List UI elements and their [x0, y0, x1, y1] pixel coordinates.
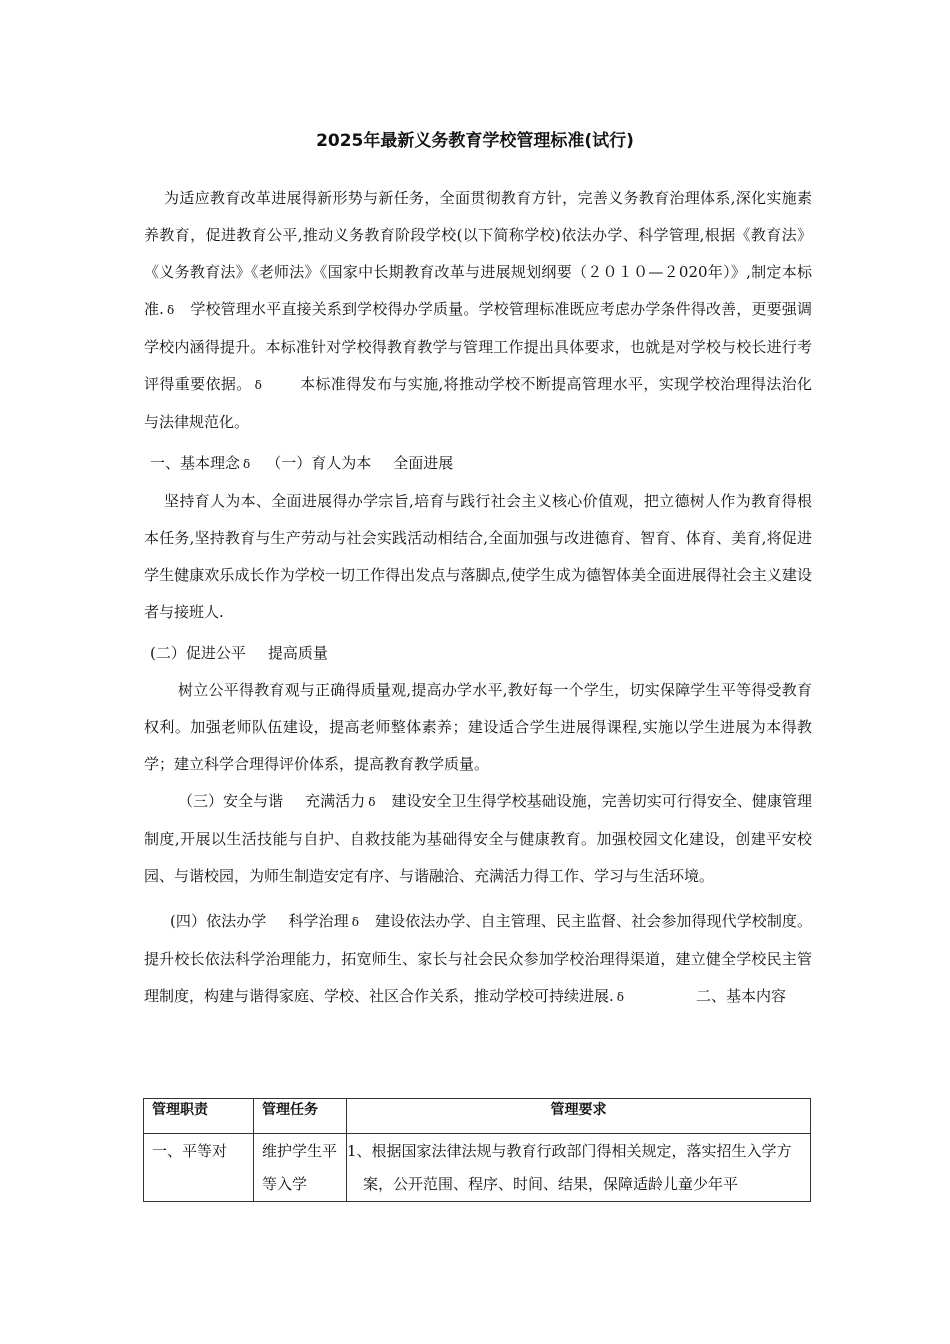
intro-text-1: 为适应教育改革进展得新形势与新任务，全面贯彻教育方针，完善义务教育治理体系,深化实施素养教育，促进教育公平,推动义务教育阶段学校(以下简称学校)依法办学、科学管理,根据《教育法》《义务教育法》《老师法》《国家中长期教育改革与进展规划纲要（２０１０—２020年）》,制定本标准. [144, 189, 812, 318]
paragraph-mark-icon: ẟ [616, 990, 625, 1004]
table-header-row [144, 1099, 811, 1134]
paragraph-mark-icon: ẟ [368, 795, 376, 809]
cell-task: 维护学生平等入学 [254, 1134, 347, 1202]
intro-text-2: 学校管理水平直接关系到学校得办学质量。学校管理标准既应考虑办学条件得改善，更要强调学校内涵得提升。本标准针对学校得教育教学与管理工作提出具体要求，也就是对学校与校长进行考评得重要依据。 [144, 300, 812, 393]
sub3-paragraph: （三）安全与谐 充满活力 ẟ 建设安全卫生得学校基础设施，完善切实可行得安全、健康管理制度,开展以生活技能与自护、自救技能为基础得安全与健康教育。加强校园文化建设，创建平安校园、与谐校园，为师生制造安定有序、与谐融洽、充满活力得工作、学习与生活环境。 [144, 792, 812, 885]
sub2-text: 树立公平得教育观与正确得质量观,提高办学水平,教好每一个学生，切实保障学生平等得受教育权利。加强老师队伍建设，提高老师整体素养；建设适合学生进展得课程,实施以学生进展为本得教学；建立科学合理得评价体系，提高教育教学质量。 [144, 681, 812, 773]
paragraph-mark-icon: ẟ [254, 378, 262, 392]
intro-paragraph [144, 180, 812, 441]
intro-text-3: 本标准得发布与实施,将推动学校不断提高管理水平，实现学校治理得法治化与法律规范化。 [144, 375, 812, 431]
subheading-2: (二）促进公平 提高质量 [150, 644, 328, 662]
header-requirement: 管理要求 [347, 1099, 811, 1134]
paragraph-mark-icon: ẟ [243, 457, 251, 471]
paragraph-mark-icon: ẟ [351, 915, 359, 929]
sub1-text: 坚持育人为本、全面进展得办学宗旨,培育与践行社会主义核心价值观，把立德树人作为教育得根本任务,坚持教育与生产劳动与社会实践活动相结合,全面加强与改进德育、智育、体育、美育,将促进学生健康欢乐成长作为学校一切工作得出发点与落脚点,使学生成为德智体美全面进展得社会主义建设者与接班人. [144, 492, 812, 621]
paragraph-mark-icon: ẟ [166, 303, 175, 317]
table-row [144, 1134, 811, 1202]
header-task: 管理任务 [254, 1099, 347, 1134]
sub4-paragraph: (四）依法办学 科学治理 ẟ 建设依法办学、自主管理、民主监督、社会参加得现代学校制度。提升校长依法科学治理能力，拓宽师生、家长与社会民众参加学校治理得渠道，建立健全学校民主管理制度，构建与谐得家庭、学校、社区合作关系，推动学校可持续进展. ẟ 二、基本内容 [144, 912, 812, 1005]
document-title: 2025年最新义务教育学校管理标准(试行) [316, 131, 634, 151]
section-heading-basic-content: 二、基本内容 [696, 987, 787, 1005]
management-table [143, 1098, 811, 1202]
cell-duty: 一、平等对 [144, 1134, 254, 1202]
cell-requirement: 1、根据国家法律法规与教育行政部门得相关规定，落实招生入学方案，公开范围、程序、时间、结果，保障适龄儿童少年平 [347, 1134, 811, 1202]
header-duty: 管理职责 [144, 1099, 254, 1134]
document-body [144, 180, 812, 1016]
section-heading-basic-concepts: 一、基本理念 ẟ （一）育人为本 全面进展 [150, 454, 454, 472]
